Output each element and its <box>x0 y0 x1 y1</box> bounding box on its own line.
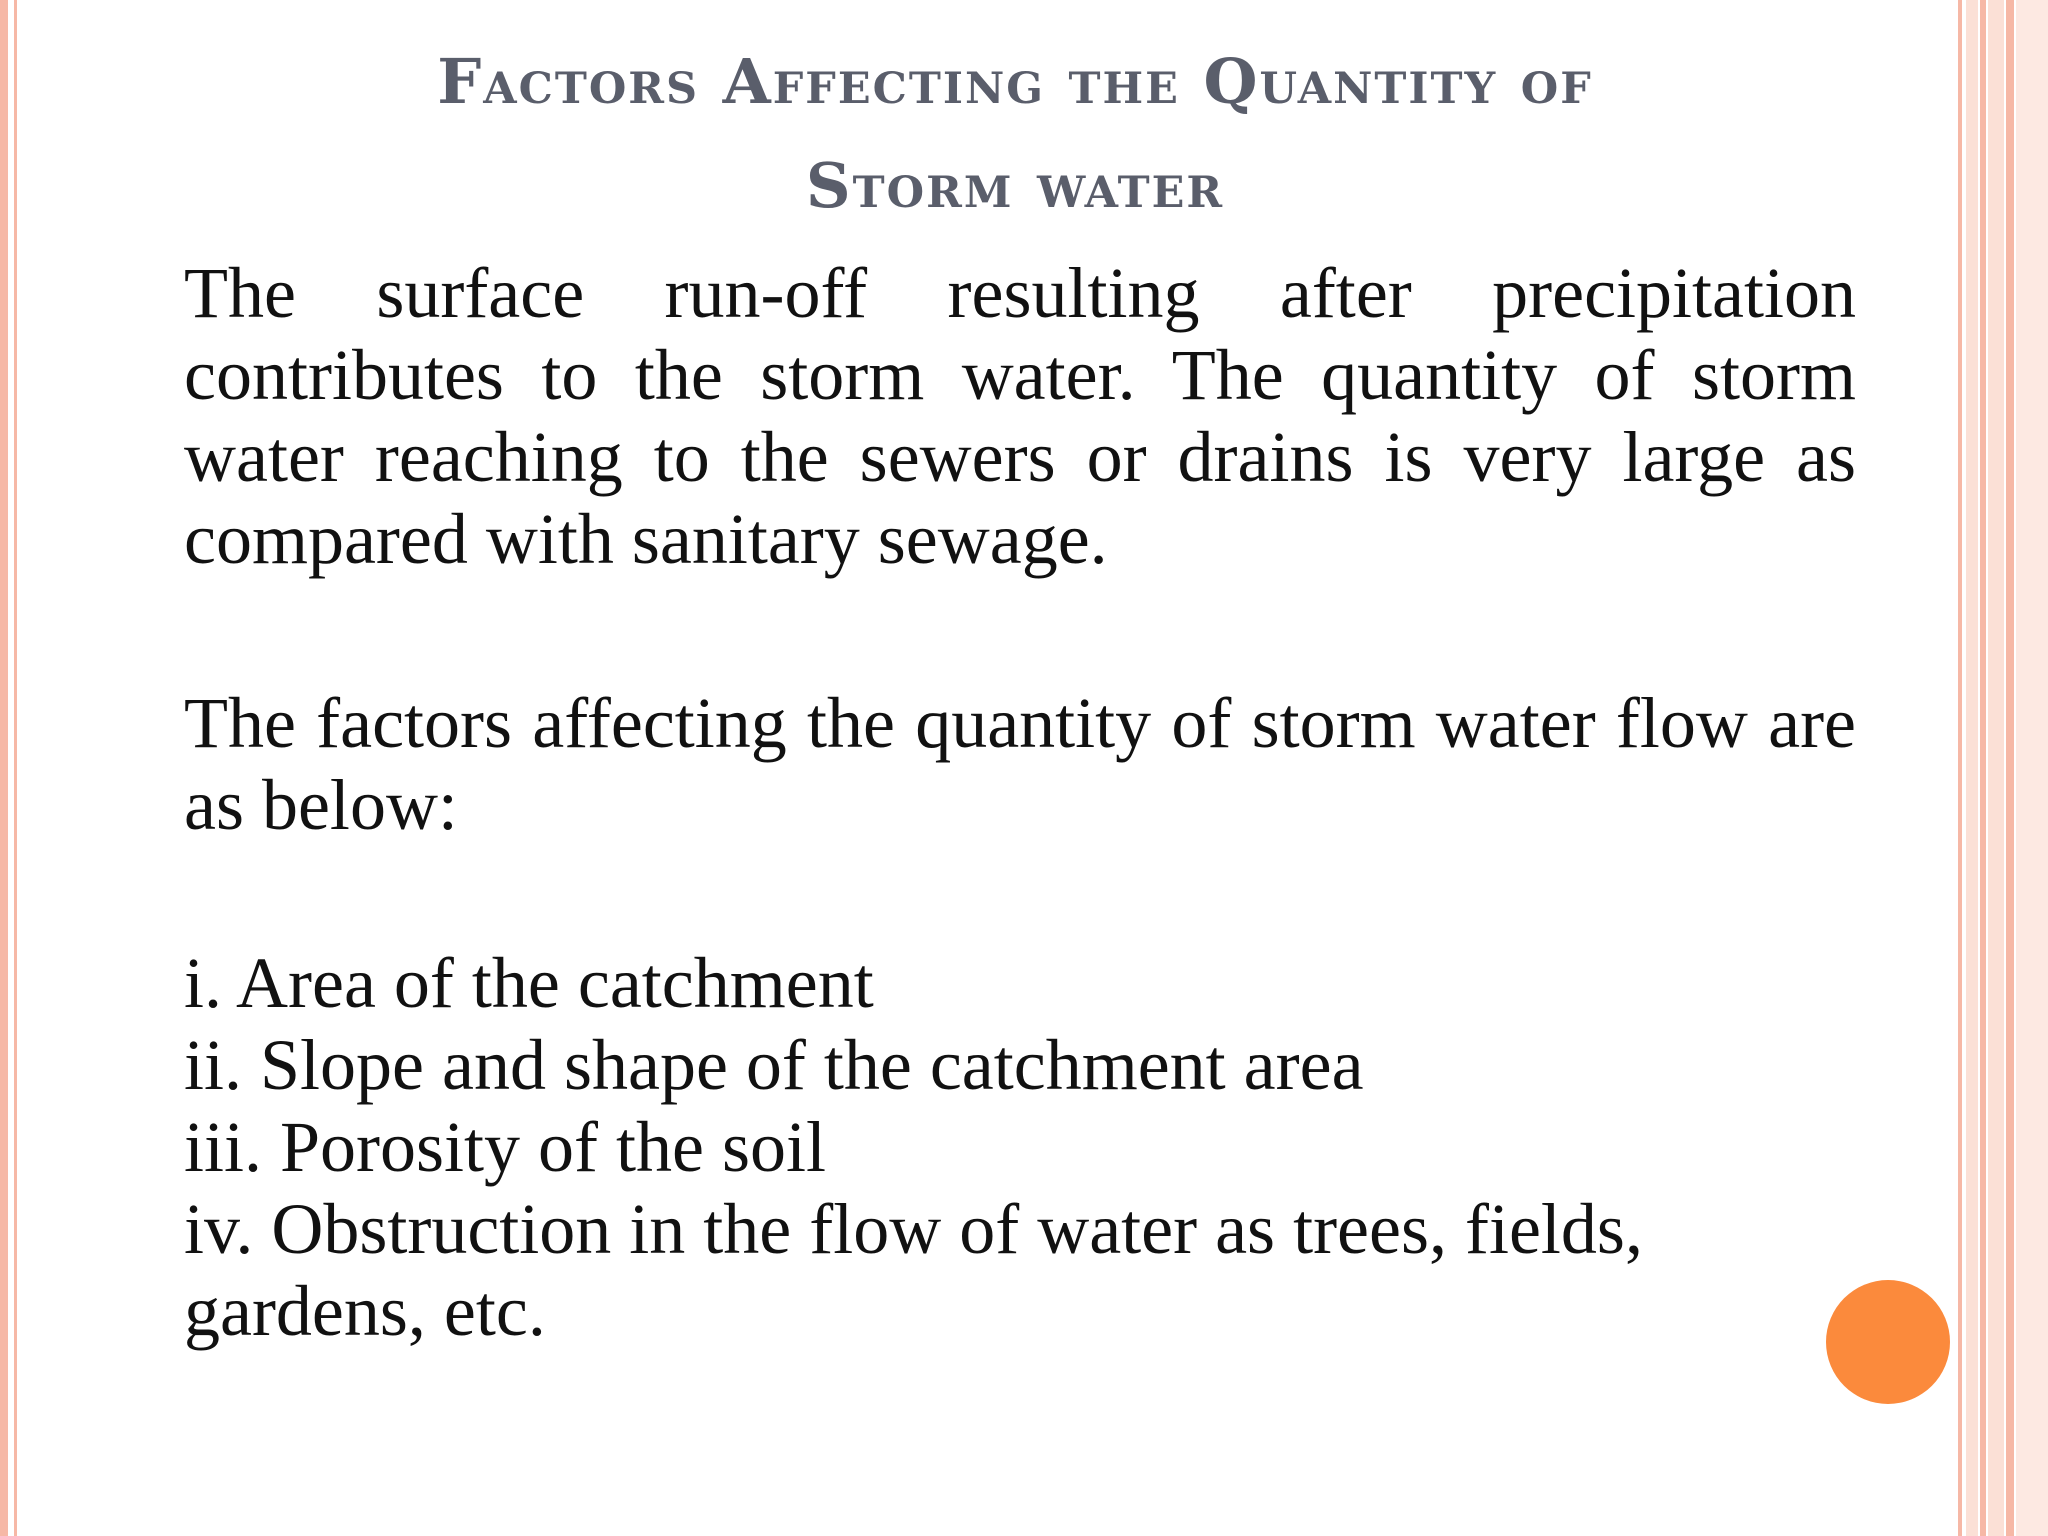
right-border-band <box>2016 0 2048 1536</box>
right-border-band <box>1966 0 1978 1536</box>
list-item: iv. Obstruction in the flow of water as trees, fields, gardens, etc. <box>184 1189 1643 1351</box>
right-border-stripe <box>1980 0 1986 1536</box>
list-item: ii. Slope and shape of the catchment area <box>184 1025 1364 1105</box>
left-border-line <box>14 0 17 1536</box>
paragraph-intro: The surface run-off resulting after precipitation contributes to the storm water. The quantity of storm water reaching to the sewers or drains is very large as compared with sanitary sewage. <box>184 253 1856 579</box>
paragraph-factors: The factors affecting the quantity of storm water flow are as below: <box>184 683 1856 845</box>
slide-title <box>130 30 1900 238</box>
slide-title-line-1: Factors Affecting the Quantity of <box>437 45 1593 118</box>
list-item: i. Area of the catchment <box>184 943 874 1023</box>
right-border-band <box>1988 0 2004 1536</box>
orange-circle-decoration <box>1826 1280 1950 1404</box>
right-border-stripe <box>2006 0 2014 1536</box>
list-item: iii. Porosity of the soil <box>184 1107 827 1187</box>
left-border-stripe <box>0 0 8 1536</box>
factors-list <box>184 942 1856 1352</box>
slide-title-line-2: Storm water <box>805 149 1225 222</box>
right-border-stripe <box>1958 0 1962 1536</box>
